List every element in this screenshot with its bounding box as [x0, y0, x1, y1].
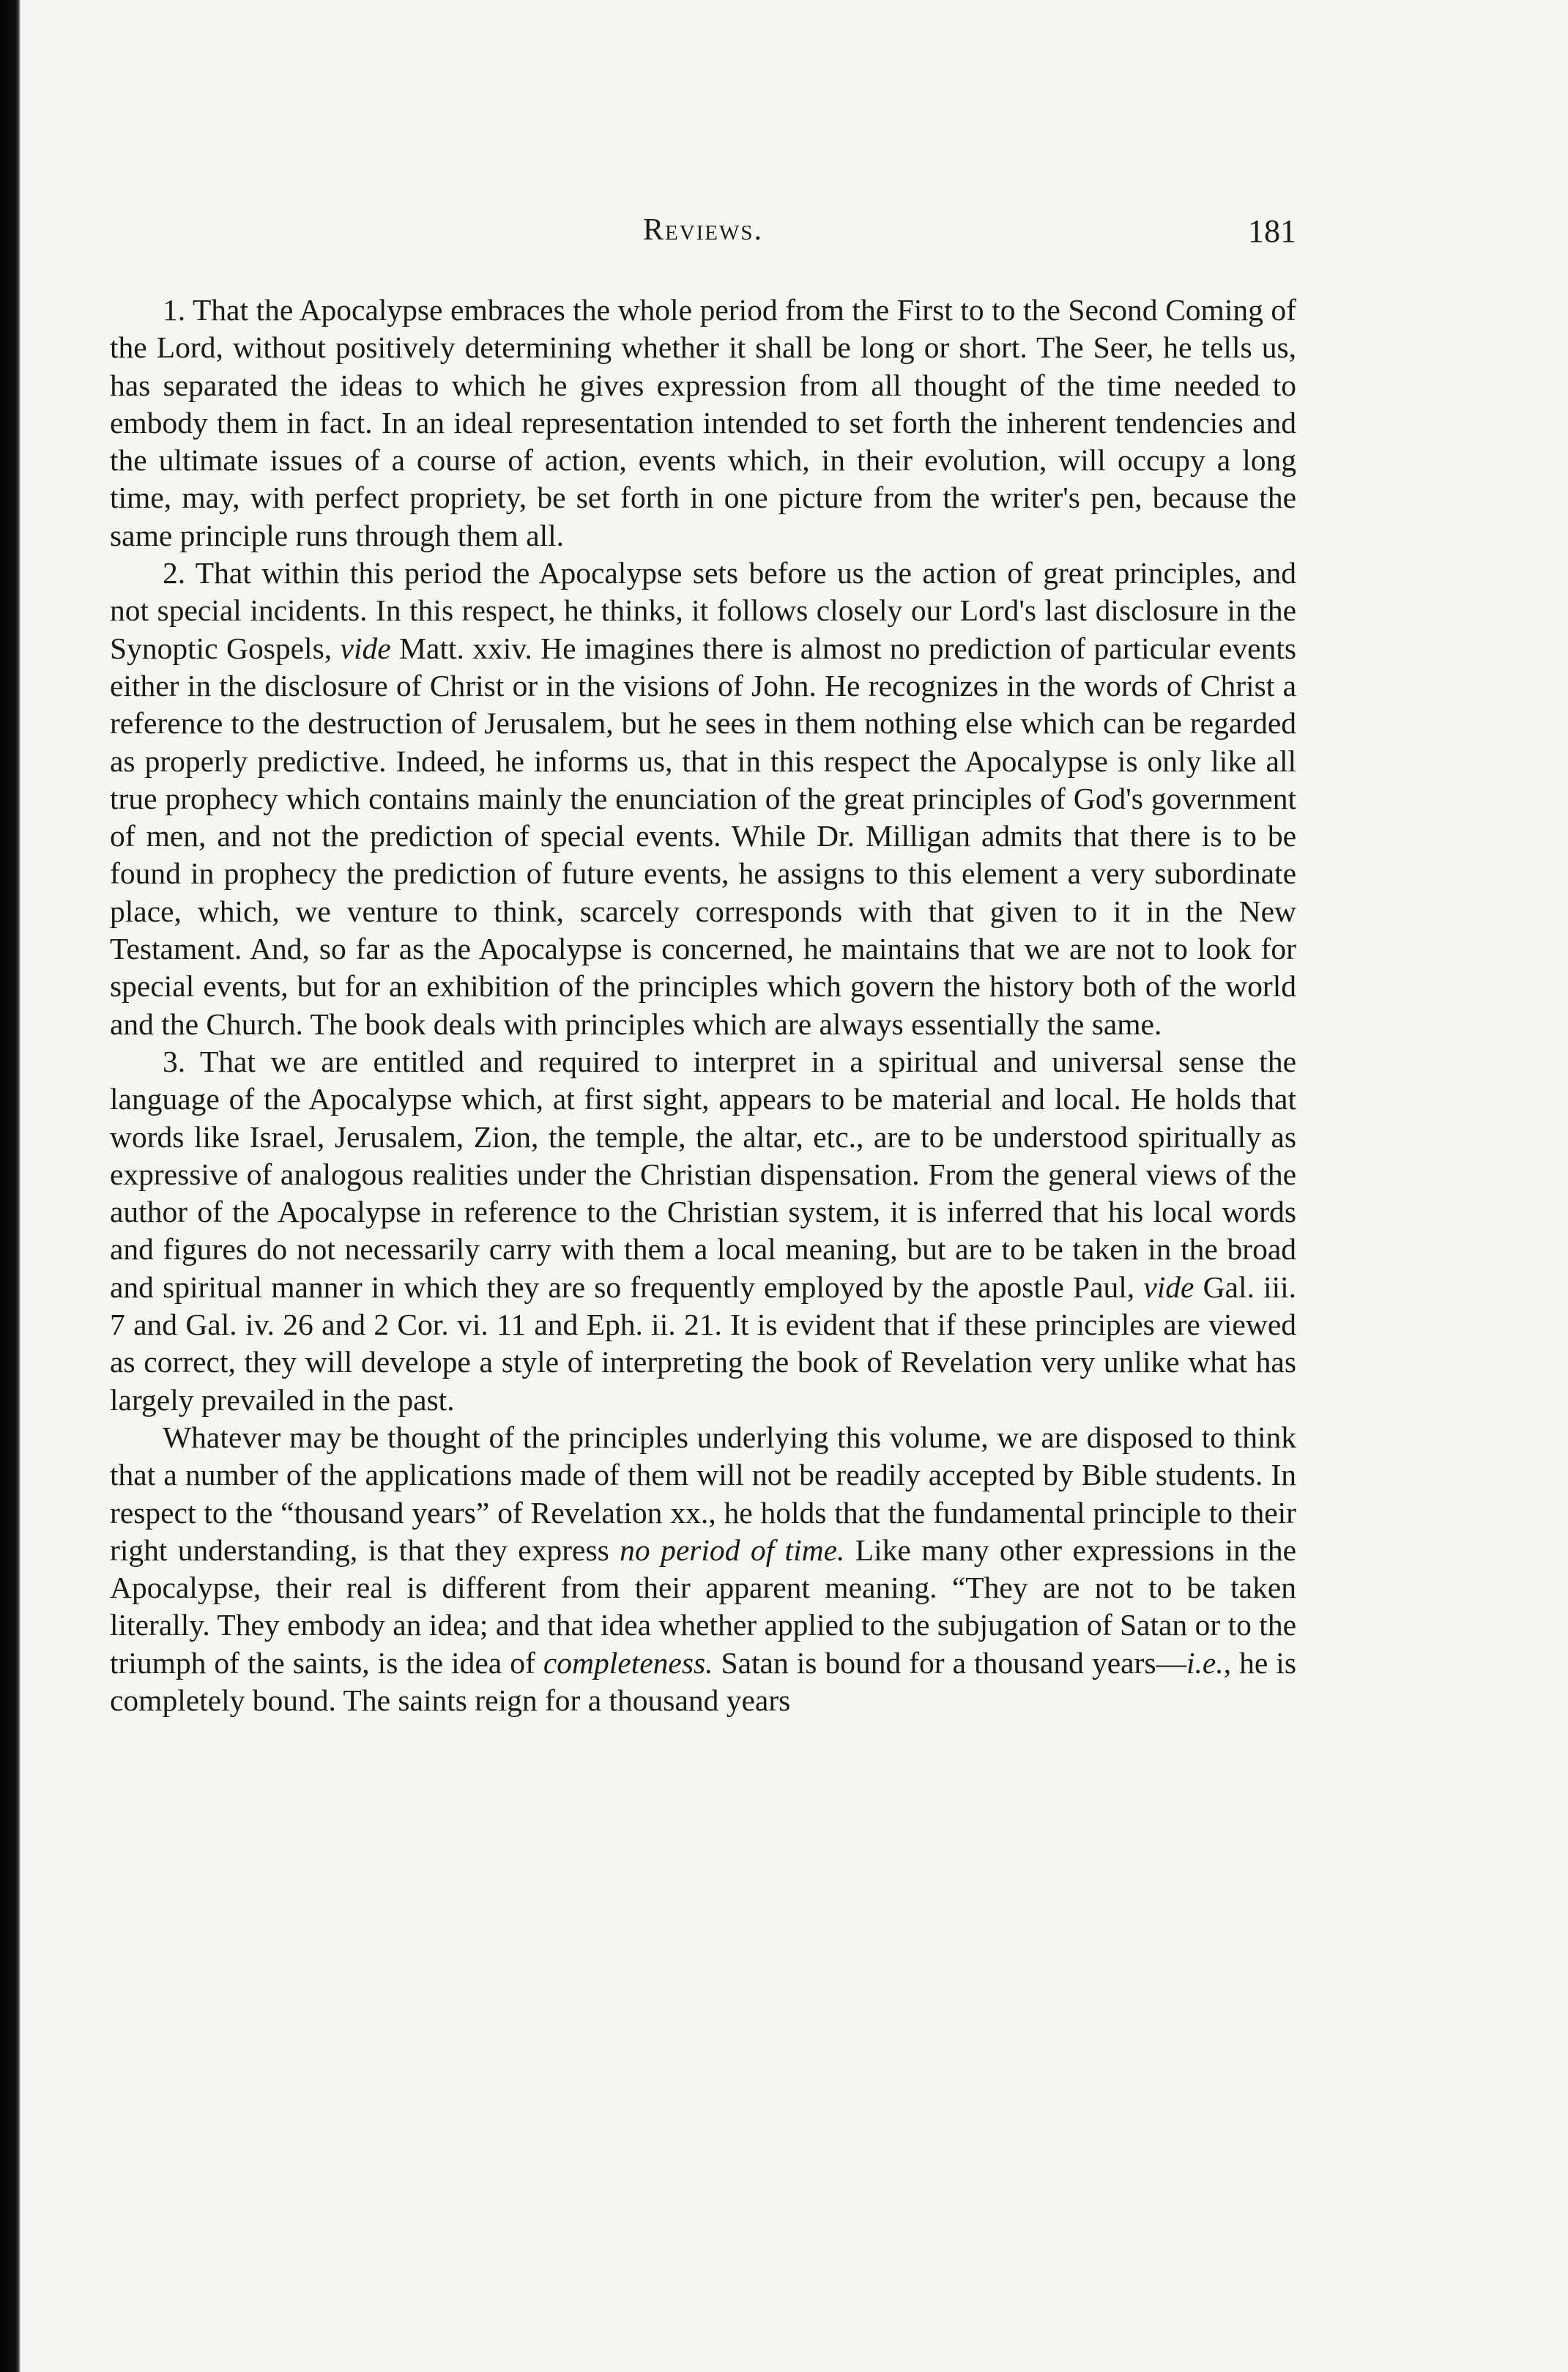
italic-segment: vide — [1143, 1270, 1194, 1304]
page-number: 181 — [1248, 213, 1296, 249]
text-segment: Like many other expressions in the Apocalypse, their real is different from their apparent meaning. “They are not to be taken literally. They embody an idea; and that idea whether applied to the subjugation of Satan or to the triumph of the saints, is the idea of — [110, 1532, 1296, 1680]
italic-segment: i.e. — [1186, 1645, 1224, 1680]
text-segment: 1. That the Apocalypse embraces the whole period from the First to to the Second Coming of the Lord, without positively determining whether it shall be long or short. The Seer, he tells us, has separated the ideas to which he gives expression from all thought of the time needed to embody them in fact. In an ideal representation intended to set forth the inherent tendencies and the ultimate issues of a course of action, events which, in their evolution, will occupy a long time, may, with perfect propriety, be set forth in one picture from the writer's pen, because the same principle runs through them all. — [110, 293, 1296, 552]
text-segment: , he is completely bound. The saints reign for a thousand years — [110, 1645, 1296, 1717]
book-page — [110, 212, 1296, 1719]
italic-segment: completeness. — [543, 1645, 713, 1680]
scan-edge — [0, 0, 21, 2372]
body-text — [110, 292, 1296, 1719]
text-segment: 3. That we are entitled and required to interpret in a spiritual and universal sense the language of the Apocalypse which, at first sight, appears to be material and local. He holds that words like Israel, Jerusalem, Zion, the temple, the altar, etc., are to be understood spiritually as expressive of analogous realities under the Christian dispensation. From the general views of the author of the Apocalypse in reference to the Christian system, it is inferred that his local words and figures do not necessarily carry with them a local meaning, but are to be taken in the broad and spiritual manner in which they are so frequently employed by the apostle Paul, — [110, 1044, 1296, 1304]
text-segment: Matt. xxiv. He imagines there is almost no prediction of particular events either in the disclosure of Christ or in the visions of John. He recognizes in the words of Christ a reference to the destruction of Jerusalem, but he sees in them nothing else which can be regarded as properly predictive. Indeed, he informs us, that in this respect the Apocalypse is only like all true prophecy which contains mainly the enunciation of the great principles of God's government of men, and not the prediction of special events. While Dr. Milligan admits that there is to be found in prophecy the prediction of future events, he assigns to this element a very subordinate place, which, we venture to think, scarcely corresponds with that given to it in the New Testament. And, so far as the Apocalypse is concerned, he maintains that we are not to look for special events, but for an exhibition of the principles which govern the history both of the world and the Church. The book deals with principles which are always essentially the same. — [110, 631, 1297, 1041]
paragraph-4 — [110, 1419, 1296, 1719]
italic-segment: vide — [340, 631, 391, 665]
text-segment: 2. That within this period the Apocalypse sets before us the action of great principles, and not special incidents. In this respect, he thinks, it follows closely our Lord's last disclosure in the Synoptic Gospels, — [110, 556, 1296, 665]
paragraph-3 — [110, 1043, 1296, 1419]
paragraph-2 — [110, 555, 1296, 1043]
italic-segment: no period of time. — [620, 1532, 845, 1567]
text-segment: Satan is bound for a thousand years— — [713, 1645, 1187, 1680]
text-segment: Gal. iii. 7 and Gal. iv. 26 and 2 Cor. vi. 11 and Eph. ii. 21. It is evident that if these principles are viewed as correct, they will develope a style of interpreting the book of Revelation very unlike what has largely prevailed in the past. — [110, 1270, 1297, 1417]
text-segment: Whatever may be thought of the principles underlying this volume, we are disposed to think that a number of the applications made of them will not be readily accepted by Bible students. In respect to the “thousand years” of Revelation xx., he holds that the fundamental principle to their right understanding, is that they express — [110, 1420, 1296, 1567]
paragraph-1 — [110, 292, 1296, 555]
running-head — [110, 212, 1296, 256]
running-title: Reviews. — [642, 213, 764, 247]
